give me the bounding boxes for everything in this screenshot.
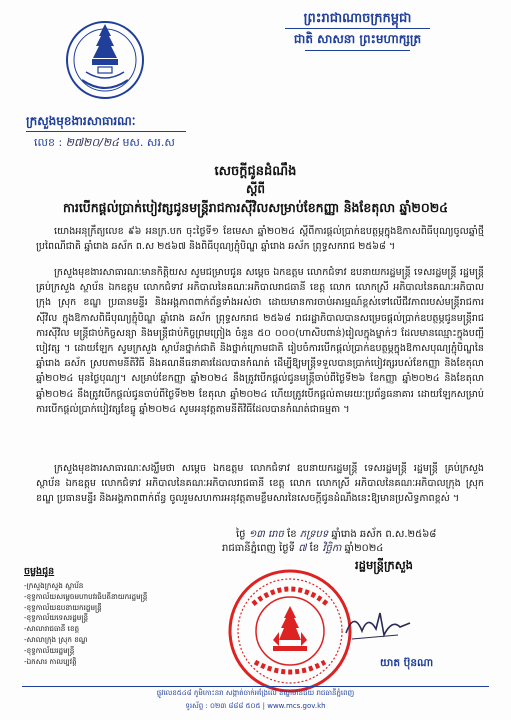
footer-divider xyxy=(22,686,489,687)
recipient-item: -សាលាក្រុង ស្រុក ខណ្ឌ xyxy=(24,634,88,644)
handwritten-signature-icon xyxy=(340,605,415,645)
signer-title: រដ្ឋមន្ត្រីក្រសួង xyxy=(355,558,413,572)
recipient-item: -ឯកសារ កាលប្បវត្តិ xyxy=(24,656,77,666)
copy-recipients xyxy=(24,565,174,667)
recipient-item: -ខុទ្ទកាល័យឧបនាយករដ្ឋមន្ត្រី xyxy=(24,602,102,612)
signer-name: យាត ប៊ុនណា xyxy=(380,657,434,669)
handwritten-ref-number: ២៧២០/២៤ xyxy=(65,136,119,149)
recipient-item: -ខុទ្ទកាល័យសម្តេចមហាបវរធិបតីនាយករដ្ឋមន្ត្រី xyxy=(24,591,148,601)
motto-divider xyxy=(305,50,410,51)
notice-subject-label: ស្តីពី xyxy=(245,182,266,196)
heading-divider xyxy=(285,28,430,29)
national-motto: ជាតិ សាសនា ព្រះមហាក្សត្រ xyxy=(293,32,422,46)
ministry-divider xyxy=(26,131,186,132)
recipients-heading: ចម្លងជូន xyxy=(24,566,55,577)
kingdom-heading: ព្រះរាជាណាចក្រកម្ពុជា xyxy=(303,11,412,26)
body-paragraph-1: យោងអនុក្រឹត្យលេខ ៩៦ អនក្រ.បក ចុះថ្ងៃទី១ ខែមេសា ឆ្នាំ២០២៤ ស្តីពីការផ្តល់ប្រាក់ឧបត្ថម្ភក្នុងឱកាសពិធីបុណ្យចូលឆ្នាំថ្មីប្រពៃណីជាតិ ឆ្នាំរោង ឆស័ក ព.ស ២៥៦៧ និងពិធីបុណ្យភ្ជុំបិណ្ឌ ឆ្នាំរោង ឆស័ក ព្រុទ្ធសករាជ ២៥៦៨ ។ xyxy=(36,226,484,253)
reference-number: លេខ : ២៧២០/២៤ មស. សរ.ស xyxy=(34,136,175,149)
lunar-date-line: ថ្ងៃ ១៣ រោច ខែ ភទ្របទ ឆ្នាំរោង ឆស័ក ព.ស.២៥៦៨ xyxy=(236,529,437,540)
recipient-item: -ខុទ្ទកាល័យទេសរដ្ឋមន្ត្រី xyxy=(24,613,89,623)
notice-title: សេចក្តីជូនដំណឹង xyxy=(214,164,297,179)
recipient-item: -ខុទ្ទកាល័យរដ្ឋមន្ត្រី xyxy=(24,645,75,655)
body-paragraph-2: ក្រសួងមុខងារសាធារណៈមានកិត្តិយស សូមជម្រាបជូន សម្តេច ឯកឧត្តម លោកជំទាវ ឧបនាយករដ្ឋមន្ត្រី ទេសរដ្ឋមន្ត្រី រដ្ឋមន្ត្រី គ្រប់ក្រសួង ស្ថាប័ន ឯកឧត្តម លោកជំទាវ អភិបាលនៃគណៈអភិបាលរាជធានី ខេត្ត លោក លោកស្រី អភិបាលនៃគណៈអភិបាលក្រុង ស្រុក ខណ្ឌ ប្រធានមន្ទីរ និងអង្គភាពពាក់ព័ន្ធទាំងអស់ថា ដោយមានការចាប់អារម្មណ៍ខ្ពស់ទៅលើជីវភាពរបស់មន្ត្រីរាជការស៊ីវិល ក្នុងឱកាសពិធីបុណ្យភ្ជុំបិណ្ឌ ឆ្នាំរោង ឆស័ក ព្រុទ្ធសករាជ ២៥៦៨ រាជរដ្ឋាភិបាលបានសម្រេចផ្តល់ប្រាក់ឧបត្ថម្ភជូនមន្ត្រីរាជការស៊ីវិល មន្ត្រីជាប់កិច្ចសន្យា និងមន្ត្រីជាប់កិច្ចព្រមព្រៀង ចំនួន ៥០ ០០០(ហាសិបពាន់)រៀលក្នុងម្នាក់ៗ ដែលមានឈ្មោះក្នុងបញ្ជីបៀវត្ស ។ ដោយឡែក សូមក្រសួង ស្ថាប័នថ្នាក់ជាតិ និងថ្នាក់ក្រោមជាតិ រៀបចំការបើកផ្តល់ប្រាក់ឧបត្ថម្ភក្នុងឱកាសបុណ្យភ្ជុំបិណ្ឌនៃឆ្នាំរោង ឆស័ក ស្របតាមនីតិវិធី និងគណនីធនាគារដែលបានកំណត់ ដើម្បីឱ្យមន្ត្រីទទួលបានប្រាក់បៀវត្សរបស់ខែកញ្ញា និងខែតុលា ឆ្នាំ២០២៤ មុនថ្ងៃបុណ្យ។ សម្រាប់ខែកញ្ញា ឆ្នាំ២០២៤ នឹងត្រូវបើកផ្តល់ជូនមន្ត្រីចាប់ពីថ្ងៃទី២៦ ខែកញ្ញា ឆ្នាំ២០២៤ និងខែតុលា ឆ្នាំ២០២៤ នឹងត្រូវបើកផ្តល់ជូនចាប់ពីថ្ងៃទី២២ ខែតុលា ឆ្នាំ២០២៤ ហើយត្រូវបើកផ្តល់តាមរយៈប្រព័ន្ធធនាគារ ដោយឡែកសម្រាប់ការបើកផ្តល់ប្រាក់បៀវត្សខែធ្នូ ឆ្នាំ២០២៤ សូមអនុវត្តតាមនីតិវិធីដែលបានកំណត់ជាធម្មតា ។ xyxy=(36,267,484,415)
solar-date-line: រាជធានីភ្នំពេញ ថ្ងៃទី ៧ ខែ វិច្ឆិកា ឆ្នាំ២០២៤ xyxy=(222,543,384,554)
ministry-name: ក្រសួងមុខងារសាធារណៈ xyxy=(26,114,136,128)
ministry-emblem-icon xyxy=(62,10,148,110)
notice-subject: ការបើកផ្តល់ប្រាក់បៀវត្សជូនមន្ត្រីរាជការស៊ីវិលសម្រាប់ខែកញ្ញា និងខែតុលា ឆ្នាំ២០២៤ xyxy=(62,200,449,215)
recipient-item: -ក្រសួងក្រសួង ស្ថាប័ន xyxy=(24,581,84,590)
footer-address: ផ្លូវលេខ៥៤៨ ភូមិកោះនរា សង្កាត់ចាក់អង្រែលើ ខណ្ឌមានជ័យ រាជធានីភ្នំពេញ xyxy=(156,689,355,697)
body-paragraph-3: ក្រសួងមុខងារសាធារណៈសង្ឃឹមថា សម្តេច ឯកឧត្តម លោកជំទាវ ឧបនាយករដ្ឋមន្ត្រី ទេសរដ្ឋមន្ត្រី រដ្ឋមន្ត្រី គ្រប់ក្រសួង ស្ថាប័ន ឯកឧត្តម លោកជំទាវ អភិបាលនៃគណៈអភិបាលរាជធានី ខេត្ត លោក លោកស្រី អភិបាលនៃគណៈអភិបាលក្រុង ស្រុក ខណ្ឌ ប្រធានមន្ទីរ និងអង្គភាពពាក់ព័ន្ធ ចូលរួមសហការអនុវត្តតាមខ្លឹមសារនៃសេចក្តីជូនដំណឹងនេះឱ្យមានប្រសិទ្ធភាពខ្ពស់ ។ xyxy=(36,463,484,505)
official-seal-icon xyxy=(225,566,355,696)
recipient-item: -សាលារាជធានី ខេត្ត xyxy=(24,624,80,634)
footer-contact: ទូរស័ព្ទ : ០២៣ ៨៨៨ ៥០៥ | www.mcs.gov.kh xyxy=(185,702,326,710)
